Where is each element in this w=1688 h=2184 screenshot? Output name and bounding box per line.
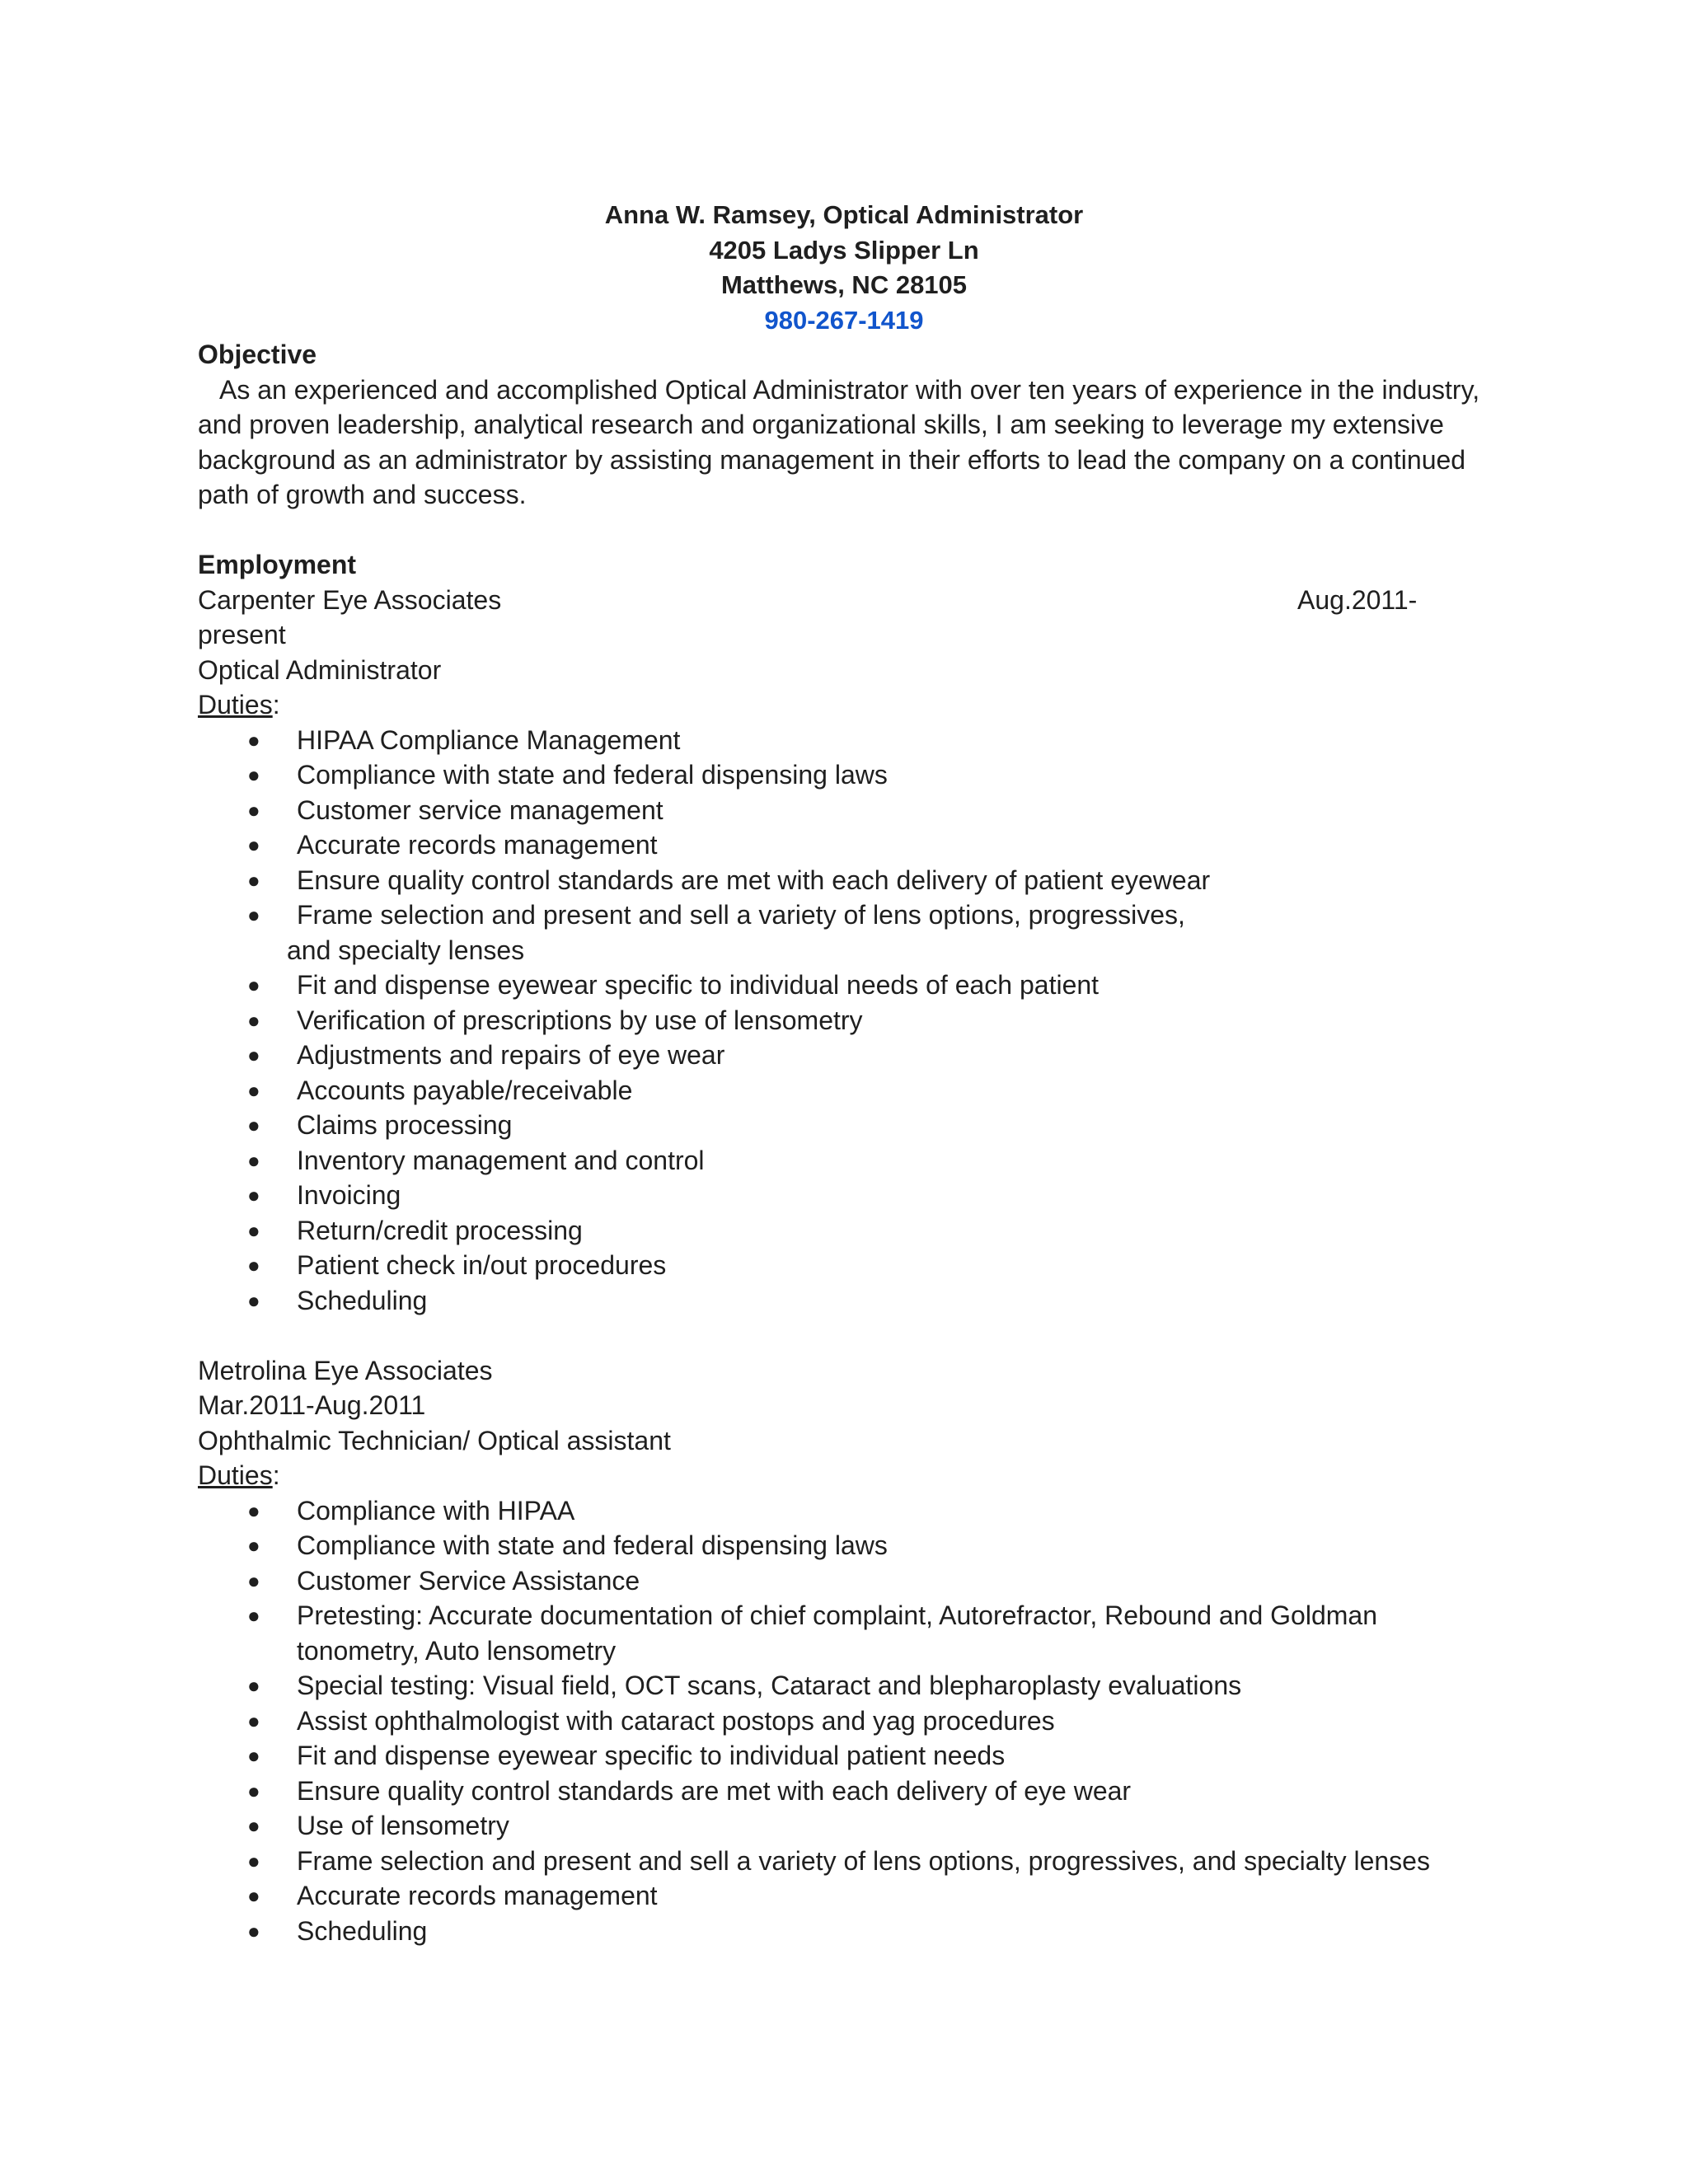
list-item: ● Accurate records management	[198, 827, 1500, 863]
list-item: ● Special testing: Visual field, OCT scans, Cataract and blepharoplasty evaluations	[198, 1668, 1500, 1704]
bullet-icon: ●	[247, 1043, 260, 1067]
duties-list	[198, 723, 1500, 1319]
duties-label-text: Duties	[198, 690, 273, 719]
employer-name: Metrolina Eye Associates	[198, 1355, 493, 1385]
bullet-icon: ●	[247, 1568, 260, 1593]
bullet-icon: ●	[247, 1147, 260, 1173]
list-item: ● Ensure quality control standards are met with each delivery of patient eyewear	[198, 863, 1500, 898]
bullet-icon: ●	[247, 1253, 260, 1277]
bullet-icon: ●	[247, 1533, 260, 1558]
bullet-icon: ●	[247, 1077, 260, 1103]
objective-text: As an experienced and accomplished Optical Administrator with over ten years of experience in the industry, and proven leadership, analytical research and organizational skills, I am seeking to leverage my extensive background as an administrator by assisting management in their efforts to lead the company on a continued path of growth and success.	[198, 374, 1480, 509]
bullet-icon: ●	[247, 1007, 260, 1033]
resume-header	[0, 198, 1688, 338]
list-item: ● Invoicing	[198, 1178, 1500, 1213]
list-item: ● Frame selection and present and sell a variety of lens options, progressives, and specialty lenses	[198, 1844, 1500, 1879]
bullet-icon: ●	[247, 902, 260, 927]
list-item: ● Compliance with state and federal dispensing laws	[198, 757, 1500, 793]
bullet-icon: ●	[247, 797, 260, 823]
city-state-zip: Matthews, NC 28105	[720, 270, 968, 299]
employment-heading: Employment	[198, 550, 357, 579]
duties-label-text: Duties	[198, 1460, 273, 1490]
list-item-continuation: and specialty lenses	[287, 935, 525, 965]
job-date: Mar.2011-Aug.2011	[198, 1390, 426, 1420]
bullet-icon: ●	[247, 1673, 260, 1698]
job-carpenter	[198, 583, 1500, 1319]
bullet-icon: ●	[247, 832, 260, 857]
list-item: ● Scheduling	[198, 1283, 1500, 1319]
bullet-icon: ●	[247, 1497, 260, 1523]
list-item: ● Ensure quality control standards are met with each delivery of eye wear	[198, 1774, 1500, 1809]
job-position: Ophthalmic Technician/ Optical assistant	[198, 1425, 671, 1455]
bullet-icon: ●	[247, 867, 260, 893]
list-item: ● Compliance with HIPAA	[198, 1493, 1500, 1529]
list-item: ● Customer Service Assistance	[198, 1563, 1500, 1599]
list-item: ● Adjustments and repairs of eye wear	[198, 1038, 1500, 1073]
bullet-icon: ●	[247, 1708, 260, 1733]
bullet-icon: ●	[247, 762, 260, 787]
resume-body	[198, 337, 1500, 1948]
list-item: ● Customer service management	[198, 793, 1500, 828]
list-item-continuation: tonometry, Auto lensometry	[297, 1635, 617, 1666]
duties-list	[198, 1493, 1500, 1949]
list-item: ● Patient check in/out procedures	[198, 1248, 1500, 1283]
list-item: ● HIPAA Compliance Management	[198, 723, 1500, 758]
job-row	[198, 583, 1500, 618]
bullet-icon: ●	[247, 1287, 260, 1313]
list-item: ● Verification of prescriptions by use of lensometry	[198, 1003, 1500, 1038]
bullet-icon: ●	[247, 1813, 260, 1838]
duties-label: Duties:	[198, 690, 280, 719]
bullet-icon: ●	[247, 972, 260, 997]
list-item: ● Fit and dispense eyewear specific to individual needs of each patient	[198, 968, 1500, 1003]
bullet-icon: ●	[247, 1603, 260, 1628]
phone-number[interactable]: 980-267-1419	[764, 305, 924, 335]
list-item: ● Accounts payable/receivable	[198, 1073, 1500, 1108]
bullet-icon: ●	[247, 1217, 260, 1243]
bullet-icon: ●	[247, 727, 260, 752]
bullet-icon: ●	[247, 1918, 260, 1943]
list-item: ● Claims processing	[198, 1108, 1500, 1143]
name-title: Anna W. Ramsey, Optical Administrator	[604, 200, 1084, 229]
list-item: ● Fit and dispense eyewear specific to individual patient needs	[198, 1738, 1500, 1774]
objective-heading: Objective	[198, 340, 317, 369]
spacer	[198, 1318, 1500, 1353]
list-item: ● Frame selection and present and sell a variety of lens options, progressives, and specialty lenses	[198, 898, 1500, 968]
list-item: ● Pretesting: Accurate documentation of chief complaint, Autorefractor, Rebound and Goldman tonometry, Auto lensometry	[198, 1598, 1500, 1668]
bullet-icon: ●	[247, 1743, 260, 1768]
duties-label: Duties:	[198, 1460, 280, 1490]
job-metrolina	[198, 1353, 1500, 1949]
bullet-icon: ●	[247, 1883, 260, 1908]
list-item: ● Assist ophthalmologist with cataract postops and yag procedures	[198, 1704, 1500, 1739]
bullet-icon: ●	[247, 1848, 260, 1873]
list-item: ● Accurate records management	[198, 1878, 1500, 1914]
job-date-start: Aug.2011-	[1297, 584, 1418, 615]
spacer	[198, 513, 1500, 548]
bullet-icon: ●	[247, 1778, 260, 1803]
list-item: ● Scheduling	[198, 1914, 1500, 1949]
list-item: ● Inventory management and control	[198, 1143, 1500, 1179]
list-item: ● Use of lensometry	[198, 1808, 1500, 1844]
bullet-icon: ●	[247, 1183, 260, 1207]
list-item: ● Compliance with state and federal dispensing laws	[198, 1528, 1500, 1563]
employer-name: Carpenter Eye Associates	[198, 584, 502, 615]
bullet-icon: ●	[247, 1113, 260, 1137]
street-address: 4205 Ladys Slipper Ln	[709, 235, 979, 265]
job-position: Optical Administrator	[198, 654, 442, 685]
list-item: ● Return/credit processing	[198, 1213, 1500, 1249]
job-date-end: present	[198, 620, 286, 649]
